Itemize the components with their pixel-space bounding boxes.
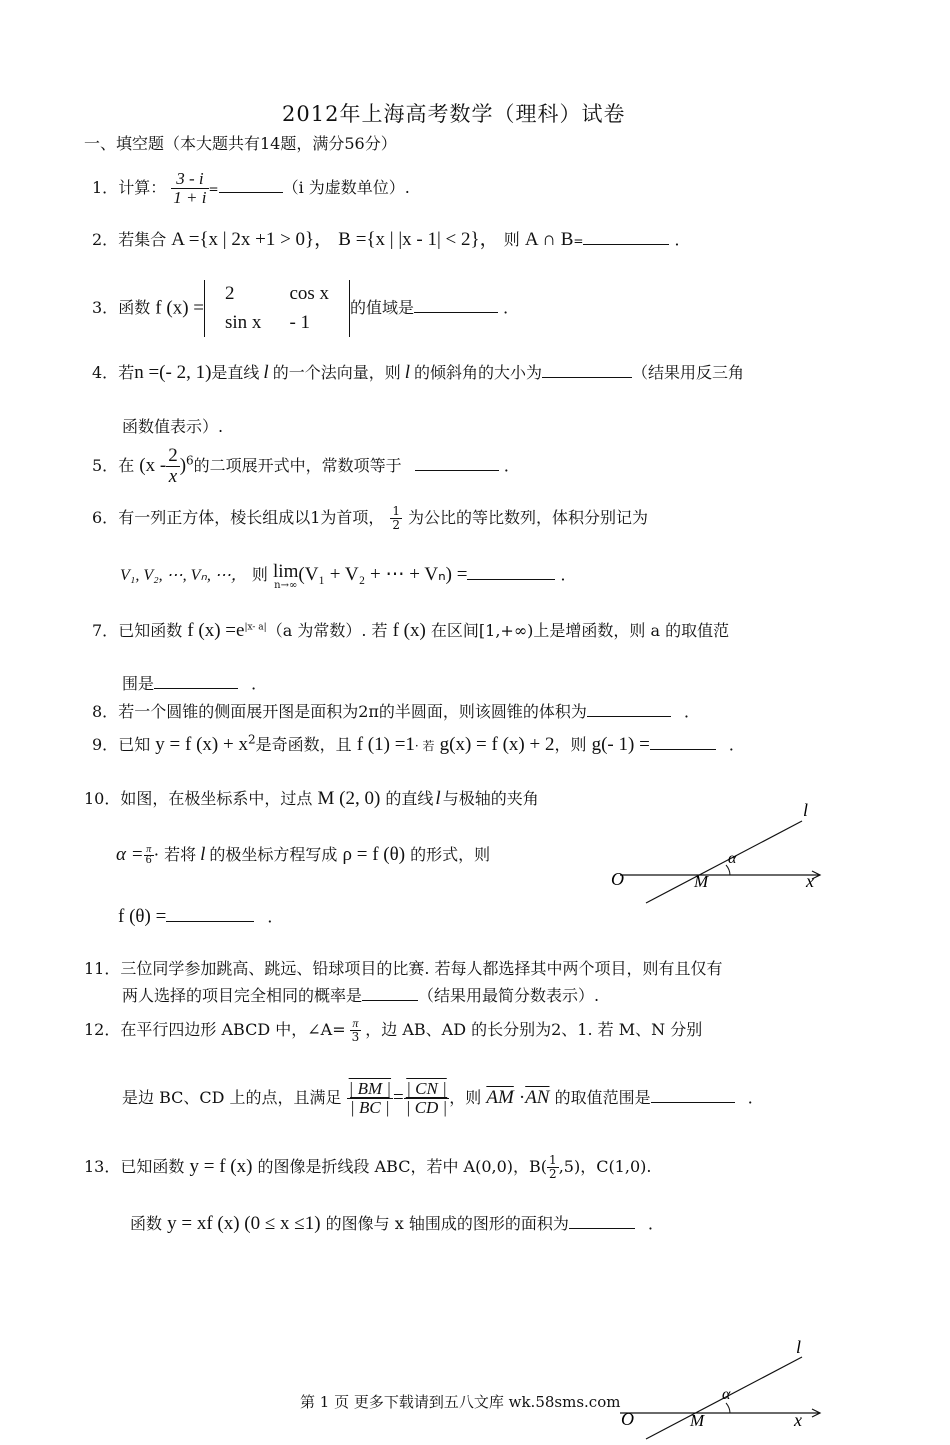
question-text-continued: 函数值表示）. bbox=[122, 417, 224, 436]
question-number: 8． bbox=[92, 702, 119, 721]
question-text: 若集合 bbox=[118, 230, 167, 249]
fraction-denominator: x bbox=[166, 466, 180, 487]
function-expression: g(x) = f (x) + 2 bbox=[439, 734, 555, 755]
exponent: |x- a| bbox=[244, 622, 267, 633]
question-text: 函数 bbox=[118, 298, 151, 317]
polar-figure bbox=[600, 795, 840, 910]
question-number: 2． bbox=[92, 230, 119, 249]
label-x: x bbox=[806, 871, 814, 891]
question-11-line-2 bbox=[122, 983, 599, 1006]
polar-figure-repeat bbox=[600, 1333, 840, 1443]
question-number: 1． bbox=[92, 177, 119, 197]
period: ． bbox=[251, 674, 268, 693]
answer-blank[interactable] bbox=[414, 298, 498, 313]
polar-equation: ρ = f (θ) bbox=[342, 844, 406, 865]
question-13-line-2 bbox=[130, 1211, 664, 1235]
matrix-cell: - 1 bbox=[289, 311, 311, 333]
answer-blank[interactable] bbox=[166, 907, 254, 922]
dot-operator: · bbox=[518, 1086, 526, 1108]
matrix-cell: cos x bbox=[289, 283, 330, 304]
period: ． bbox=[267, 907, 284, 926]
question-text: · 若将 bbox=[153, 845, 197, 864]
answer-blank[interactable] bbox=[219, 178, 283, 193]
set-a-expression: A ={x | 2x +1 > 0}， bbox=[171, 229, 334, 250]
question-text: 为公比的等比数列，体积分别记为 bbox=[408, 508, 649, 527]
question-text: ，则 bbox=[554, 735, 587, 754]
question-text: · 若 bbox=[414, 739, 435, 753]
question-text: 的图像是折线段 ABC，若中 A(0,0)，B( bbox=[257, 1157, 548, 1176]
fraction-denominator: 6 bbox=[145, 855, 152, 866]
question-10 bbox=[84, 786, 539, 810]
fraction-numerator: 2 bbox=[168, 445, 178, 466]
question-text: （结果用反三角 bbox=[632, 363, 745, 382]
function-expression: f (θ) = bbox=[118, 906, 167, 927]
label-o: O bbox=[621, 1409, 634, 1429]
question-text: 的一个法向量，则 bbox=[272, 363, 401, 382]
label-m: M bbox=[690, 1411, 705, 1430]
normal-vector: n =(- 2, 1) bbox=[134, 362, 212, 383]
fraction-numerator: | CN | bbox=[404, 1080, 449, 1099]
label-o: O bbox=[611, 869, 624, 889]
question-text: ，边 AB、AD 的长分别为2、1. 若 M、N 分别 bbox=[365, 1020, 703, 1039]
period: ． bbox=[683, 702, 700, 721]
question-number: 13． bbox=[84, 1157, 121, 1176]
question-10-line-3 bbox=[118, 904, 283, 928]
question-text: 函数 bbox=[130, 1214, 163, 1233]
fraction-numerator: | BM | bbox=[348, 1079, 392, 1098]
question-text: 若一个圆锥的侧面展开图是面积为2π的半圆面，则该圆锥的体积为 bbox=[118, 702, 587, 721]
line-symbol: l bbox=[404, 362, 410, 383]
question-number: 9． bbox=[92, 735, 119, 754]
equals-sign: = bbox=[573, 234, 584, 248]
period: ． bbox=[503, 455, 520, 475]
question-number: 3． bbox=[92, 298, 119, 317]
question-text: 的倾斜角的大小为 bbox=[414, 363, 543, 382]
point-m: M (2, 0) bbox=[317, 788, 381, 809]
question-text: 在 bbox=[118, 455, 135, 475]
question-text: 的取值范围是 bbox=[554, 1087, 651, 1107]
page-footer: 第 1 页 更多下载请到五八文库 wk.58sms.com bbox=[300, 1393, 621, 1411]
question-2 bbox=[92, 224, 691, 251]
function-name: f (x) bbox=[392, 620, 426, 641]
angle-arc bbox=[726, 1403, 730, 1413]
answer-blank[interactable] bbox=[651, 1088, 735, 1103]
question-7 bbox=[92, 618, 729, 642]
fraction-denominator: | CD | bbox=[405, 1097, 448, 1117]
question-number: 7． bbox=[92, 621, 119, 640]
fraction bbox=[350, 1017, 362, 1043]
question-text: 的形式，则 bbox=[410, 845, 491, 864]
answer-blank[interactable] bbox=[362, 986, 418, 1001]
answer-blank[interactable] bbox=[583, 230, 669, 245]
function-value: f (1) =1 bbox=[356, 734, 415, 755]
line-l bbox=[646, 821, 802, 903]
ratio-bm-bc bbox=[347, 1080, 393, 1117]
question-number: 6． bbox=[92, 508, 119, 527]
period: ． bbox=[647, 1214, 664, 1233]
determinant bbox=[204, 280, 350, 337]
question-8 bbox=[92, 699, 700, 722]
question-text: 的直线 bbox=[385, 789, 434, 808]
exponent: 6 bbox=[186, 453, 194, 468]
page-title: 2012年上海高考数学（理科）试卷 bbox=[282, 102, 626, 126]
vector-an: $\overline{AN}$ bbox=[525, 1086, 550, 1108]
function-name: f (x) = bbox=[155, 297, 204, 319]
limit-expression: (V₁ + V₂ + ⋯ + Vₙ) = bbox=[298, 564, 468, 585]
fraction bbox=[171, 170, 208, 207]
function-expression: y = f (x) bbox=[189, 1156, 253, 1177]
label-m: M bbox=[694, 872, 709, 891]
question-9 bbox=[92, 732, 745, 756]
period: ． bbox=[560, 565, 577, 584]
question-text: （结果用最简分数表示）. bbox=[418, 986, 600, 1005]
fraction-numerator: π bbox=[144, 845, 154, 857]
line-symbol: l bbox=[263, 362, 269, 383]
equals-sign: = bbox=[393, 1086, 404, 1108]
ratio-cn-cd bbox=[404, 1080, 449, 1117]
question-text: 的图像与 x 轴围成的图形的面积为 bbox=[325, 1214, 569, 1233]
question-7-line-2 bbox=[122, 671, 267, 694]
fraction-denominator: 1 + i bbox=[173, 187, 207, 207]
function-value: g(- 1) = bbox=[591, 734, 650, 755]
question-12 bbox=[84, 1017, 702, 1044]
limit-operator bbox=[273, 562, 298, 591]
answer-blank[interactable] bbox=[650, 735, 716, 750]
set-b-expression: B ={x | |x - 1| < 2}， bbox=[338, 229, 499, 250]
question-text: 如图，在极坐标系中，过点 bbox=[120, 789, 313, 808]
question-text: 若 bbox=[118, 363, 135, 382]
fraction-denominator: 2 bbox=[392, 518, 401, 532]
question-1 bbox=[92, 170, 410, 207]
answer-blank[interactable] bbox=[542, 363, 632, 378]
label-x: x bbox=[794, 1410, 802, 1430]
period: ． bbox=[674, 230, 691, 249]
question-text: 是奇函数，且 bbox=[255, 735, 352, 754]
vector-am: $\overline{AM}$ bbox=[486, 1086, 514, 1108]
question-text: 是直线 bbox=[211, 363, 260, 382]
question-10-line-2 bbox=[116, 842, 490, 867]
question-text: 是边 BC、CD 上的点，且满足 bbox=[122, 1087, 342, 1107]
question-text: ,5)，C(1,0). bbox=[558, 1157, 652, 1176]
question-3 bbox=[92, 280, 519, 337]
question-text: 三位同学参加跳高、跳远、铅球项目的比赛. 若每人都选择其中两个项目，则有且仅有 bbox=[120, 959, 723, 978]
question-text: （i 为虚数单位）. bbox=[282, 177, 410, 197]
answer-blank[interactable] bbox=[569, 1214, 635, 1229]
fraction-numerator: 1 bbox=[392, 504, 401, 519]
question-number: 12． bbox=[84, 1020, 121, 1039]
question-4 bbox=[92, 360, 744, 384]
answer-blank[interactable] bbox=[587, 702, 671, 717]
question-text: 围是 bbox=[122, 674, 155, 693]
question-5 bbox=[92, 446, 520, 487]
question-text: 与极轴的夹角 bbox=[442, 789, 539, 808]
question-text: 已知函数 bbox=[118, 621, 183, 640]
function-expression: y = f (x) + x bbox=[155, 734, 248, 755]
label-alpha: α bbox=[722, 1386, 731, 1403]
function-expression: y = xf (x) (0 ≤ x ≤1) bbox=[167, 1213, 321, 1234]
limit-subscript: n→∞ bbox=[274, 580, 298, 591]
question-text: 有一列正方体，棱长组成以1为首项， bbox=[118, 508, 385, 527]
label-l: l bbox=[803, 800, 809, 820]
period: ． bbox=[728, 735, 745, 754]
fraction-denominator: 2 bbox=[549, 1167, 557, 1181]
question-text: 则 bbox=[251, 565, 268, 584]
function-expression: f (x) =e bbox=[187, 620, 245, 641]
question-11 bbox=[84, 956, 723, 979]
period: ． bbox=[747, 1087, 764, 1107]
exponent: 2 bbox=[247, 732, 256, 747]
question-text: 的值域是 bbox=[350, 298, 415, 317]
fraction-denominator: | BC | bbox=[350, 1097, 390, 1117]
section-heading: 一、填空题（本大题共有14题，满分56分） bbox=[84, 134, 397, 153]
question-text: 的极坐标方程写成 bbox=[209, 845, 338, 864]
question-number: 4． bbox=[92, 363, 119, 382]
fraction bbox=[166, 446, 180, 487]
question-6-line-2 bbox=[120, 562, 577, 591]
binomial-expression: (x - bbox=[139, 454, 167, 476]
fraction bbox=[547, 1154, 559, 1180]
answer-blank[interactable] bbox=[415, 456, 499, 471]
angle-alpha: α = bbox=[116, 844, 144, 865]
question-text: ，则 bbox=[449, 1087, 482, 1107]
question-text: （a 为常数）. 若 bbox=[266, 621, 388, 640]
fraction-numerator: π bbox=[350, 1017, 362, 1031]
label-alpha: α bbox=[728, 850, 737, 867]
question-text: 已知 bbox=[118, 735, 151, 754]
question-text: 计算： bbox=[118, 177, 167, 197]
question-6 bbox=[92, 505, 648, 532]
matrix-cell: sin x bbox=[225, 311, 262, 333]
label-l: l bbox=[796, 1337, 802, 1357]
question-text: 则 bbox=[503, 230, 520, 249]
question-text: 在区间[1,+∞)上是增函数，则 a 的取值范 bbox=[430, 621, 730, 640]
question-number: 10． bbox=[84, 789, 121, 808]
answer-blank[interactable] bbox=[154, 674, 238, 689]
binomial-expression: ) bbox=[179, 454, 187, 476]
answer-blank[interactable] bbox=[467, 565, 555, 580]
question-text: 在平行四边形 ABCD 中，∠A= bbox=[120, 1020, 346, 1039]
fraction bbox=[144, 845, 154, 867]
question-number: 5． bbox=[92, 455, 119, 475]
line-symbol: l bbox=[435, 788, 441, 809]
intersection-expression: A ∩ B bbox=[524, 229, 574, 250]
limit-label: lim bbox=[273, 561, 299, 582]
question-text: 两人选择的项目完全相同的概率是 bbox=[122, 986, 363, 1005]
fraction bbox=[390, 505, 402, 531]
question-text: 的二项展开式中，常数项等于 bbox=[193, 455, 402, 475]
fraction-denominator: 3 bbox=[351, 1030, 360, 1044]
line-symbol: l bbox=[200, 844, 206, 865]
period: ． bbox=[503, 298, 520, 317]
equals-sign: = bbox=[208, 181, 219, 196]
question-number: 11． bbox=[84, 959, 121, 978]
question-text: 已知函数 bbox=[120, 1157, 185, 1176]
volume-sequence: V₁, V₂, ⋯, Vₙ, ⋯， bbox=[120, 567, 247, 584]
fraction-numerator: 3 - i bbox=[171, 170, 208, 189]
fraction-numerator: 1 bbox=[549, 1153, 557, 1168]
matrix-cell: 2 bbox=[225, 283, 235, 304]
question-13 bbox=[84, 1154, 651, 1181]
question-12-line-2 bbox=[122, 1080, 764, 1117]
